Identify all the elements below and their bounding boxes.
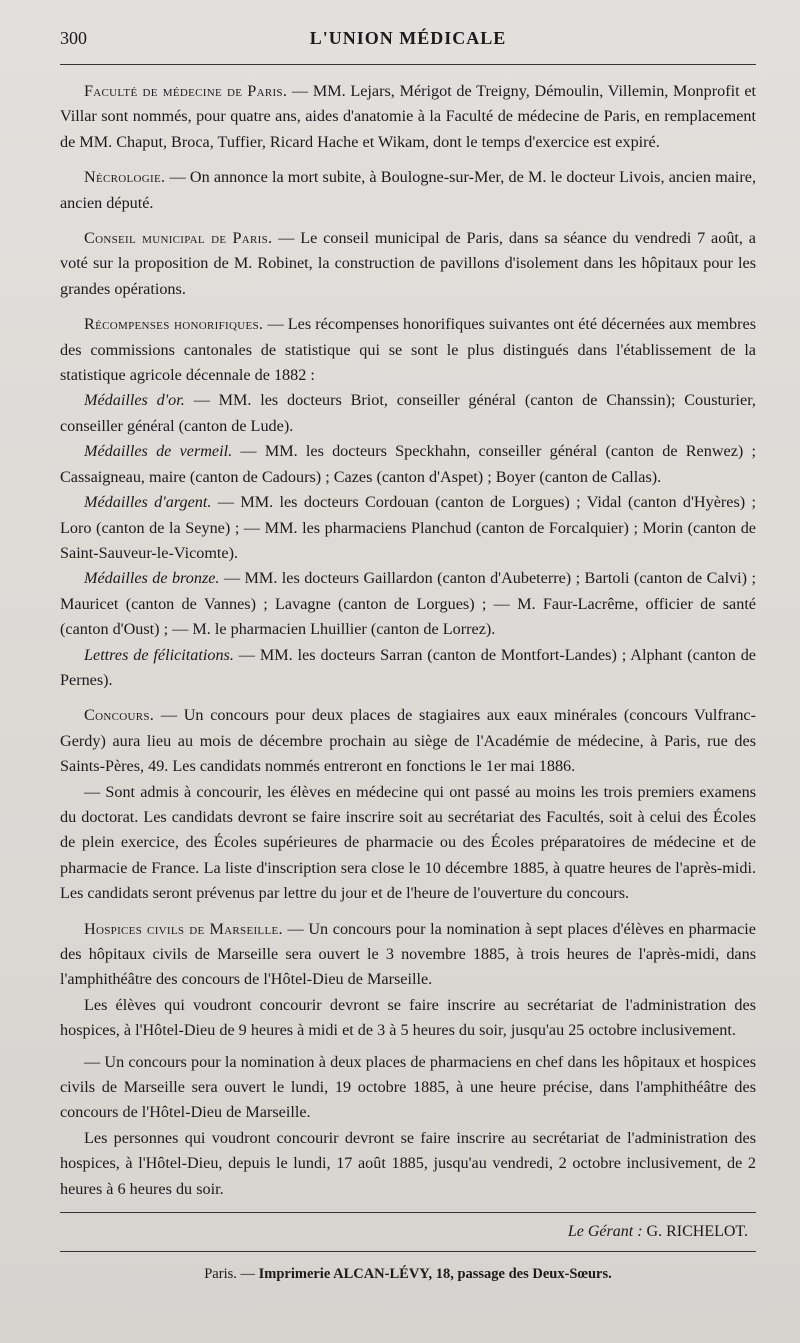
section-recompenses <box>60 312 756 693</box>
medal-entry <box>60 490 756 566</box>
section-text: — MM. Lejars, Mérigot de Treigny, Démoulin, Villemin, Monprofit et Villar sont nommés, pour quatre ans, aides d'anatomie à la Faculté de médecine de Paris, en remplacement de MM. Chaput, Broca, Tuffier, Ricard Hache et Wikam, dont le temps d'exercice est expiré. <box>60 82 756 151</box>
medal-entry <box>60 439 756 490</box>
section-heading: Concours. <box>84 706 155 725</box>
medal-entry <box>60 388 756 439</box>
header-rule <box>60 64 756 65</box>
section-text: — On annonce la mort subite, à Boulogne-sur-Mer, de M. le docteur Livois, ancien maire, ancien député. <box>60 168 756 212</box>
medal-label: Lettres de félicitations. <box>84 645 234 664</box>
gerant-signature <box>60 1223 756 1241</box>
imprint-city: Paris. — <box>204 1266 255 1283</box>
medal-text: — MM. les docteurs Cordouan (canton de Lorgues) ; Vidal (canton d'Hyères) ; Loro (canton de la Seyne) ; — MM. les pharmaciens Planchud (canton de Forcalquier) ; Morin (canton de Saint-Sauveur-le-Vicomte). <box>60 493 756 562</box>
medal-entry <box>60 643 756 694</box>
section-necrologie <box>60 165 756 216</box>
medal-text: — MM. les docteurs Sarran (canton de Montfort-Landes) ; Alphant (canton de Pernes). <box>60 645 756 689</box>
medal-entry <box>60 566 756 642</box>
section-text: — Le conseil municipal de Paris, dans sa séance du vendredi 7 août, a voté sur la proposition de M. Robinet, la construction de pavillons d'isolement dans les hôpitaux pour les grandes opérations. <box>60 229 756 298</box>
printer-imprint <box>60 1266 756 1283</box>
medal-label: Médailles d'or. <box>84 391 185 410</box>
section-heading: Hospices civils de Marseille. <box>84 919 283 938</box>
section-heading: Faculté de médecine de Paris. <box>84 82 288 100</box>
section-concours <box>60 703 756 906</box>
section-text: — Les récompenses honorifiques suivantes ont été décernées aux membres des commissions cantonales de statistique qui se sont le plus distingués dans l'établissement de la statistique agricole décennale de 1882 : <box>60 315 757 385</box>
section-faculte <box>60 79 756 155</box>
section-text: — Un concours pour la nomination à sept places d'élèves en pharmacie des hôpitaux civils de Marseille sera ouvert le 3 novembre 1885, à trois heures de l'après-midi, dans l'amphithéâtre des concours de l'Hôtel-Dieu de Marseille. <box>60 919 756 989</box>
section-conseil-municipal <box>60 226 756 302</box>
imprint-printer: Imprimerie ALCAN-LÉVY, <box>258 1266 433 1283</box>
footer-rule-2 <box>60 1251 756 1252</box>
section-text: — Sont admis à concourir, les élèves en médecine qui ont passé au moins les trois premiers examens du doctorat. Les candidats devront se faire inscrire soit au secrétariat des Facultés, soit à celui des Écoles de plein exercice, des Écoles supérieures de pharmacie ou des Écoles préparatoires de médecine et de pharmacie de France. La liste d'inscription sera close le 10 décembre 1885, à quatre heures de l'après-midi. Les candidats seront prévenus par lettre du jour et de l'heure de l'ouverture du concours. <box>60 782 756 903</box>
journal-title: L'UNION MÉDICALE <box>309 28 507 48</box>
page-number: 300 <box>60 28 87 48</box>
section-text: Les personnes qui voudront concourir devront se faire inscrire au secrétariat de l'administration des hospices, à l'Hôtel-Dieu, depuis le lundi, 17 août 1885, jusqu'au vendredi, 2 octobre inclusivement, de 2 heures à 6 heures du soir. <box>60 1128 756 1198</box>
section-text: Les élèves qui voudront concourir devront se faire inscrire au secrétariat de l'administration des hospices, à l'Hôtel-Dieu de 9 heures à midi et de 3 à 5 heures du soir, jusqu'au 25 octobre inclusivement. <box>60 995 756 1040</box>
medal-text: — MM. les docteurs Gaillardon (canton d'Aubeterre) ; Bartoli (canton de Calvi) ; Mauricet (canton de Vannes) ; Lavagne (canton de Lorgues) ; — M. Faur-Lacrême, officier de santé (canton d'Oust) ; — M. le pharmacien Lhuillier (canton de Lorrez). <box>60 569 756 639</box>
running-head <box>60 28 756 62</box>
gerant-label: Le Gérant : <box>567 1223 643 1241</box>
imprint-address: 18, passage des Deux-Sœurs. <box>435 1266 612 1283</box>
medal-label: Médailles d'argent. <box>84 493 212 512</box>
section-heading: Récompenses honorifiques. <box>84 315 264 334</box>
medal-text: — MM. les docteurs Speckhahn, conseiller général (canton de Renwez) ; Cassaigneau, maire (canton de Cadours) ; Cazes (canton d'Aspet) ; Boyer (canton de Callas). <box>60 442 757 486</box>
gerant-name: G. RICHELOT. <box>646 1223 748 1241</box>
section-hospices-marseille <box>60 917 756 1202</box>
section-text: — Un concours pour deux places de stagiaires aux eaux minérales (concours Vulfranc-Gerdy) aura lieu au mois de décembre prochain au siège de l'Académie de médecine, à Paris, rue des Saints-Pères, 49. Les candidats nommés entreront en fonctions le 1er mai 1886. <box>60 706 756 776</box>
section-text: — Un concours pour la nomination à deux places de pharmaciens en chef dans les hôpitaux et hospices civils de Marseille sera ouvert le lundi, 19 octobre 1885, à une heure précise, dans l'amphithéâtre des concours de l'Hôtel-Dieu de Marseille. <box>60 1052 756 1122</box>
medal-text: — MM. les docteurs Briot, conseiller général (canton de Chanssin); Cousturier, conseiller général (canton de Lude). <box>60 391 756 435</box>
medal-label: Médailles de bronze. <box>84 569 220 588</box>
section-heading: Conseil municipal de Paris. <box>84 229 273 248</box>
footer-rule <box>60 1212 756 1213</box>
section-heading: Nécrologie. <box>84 168 166 187</box>
medal-label: Médailles de vermeil. <box>84 442 233 461</box>
